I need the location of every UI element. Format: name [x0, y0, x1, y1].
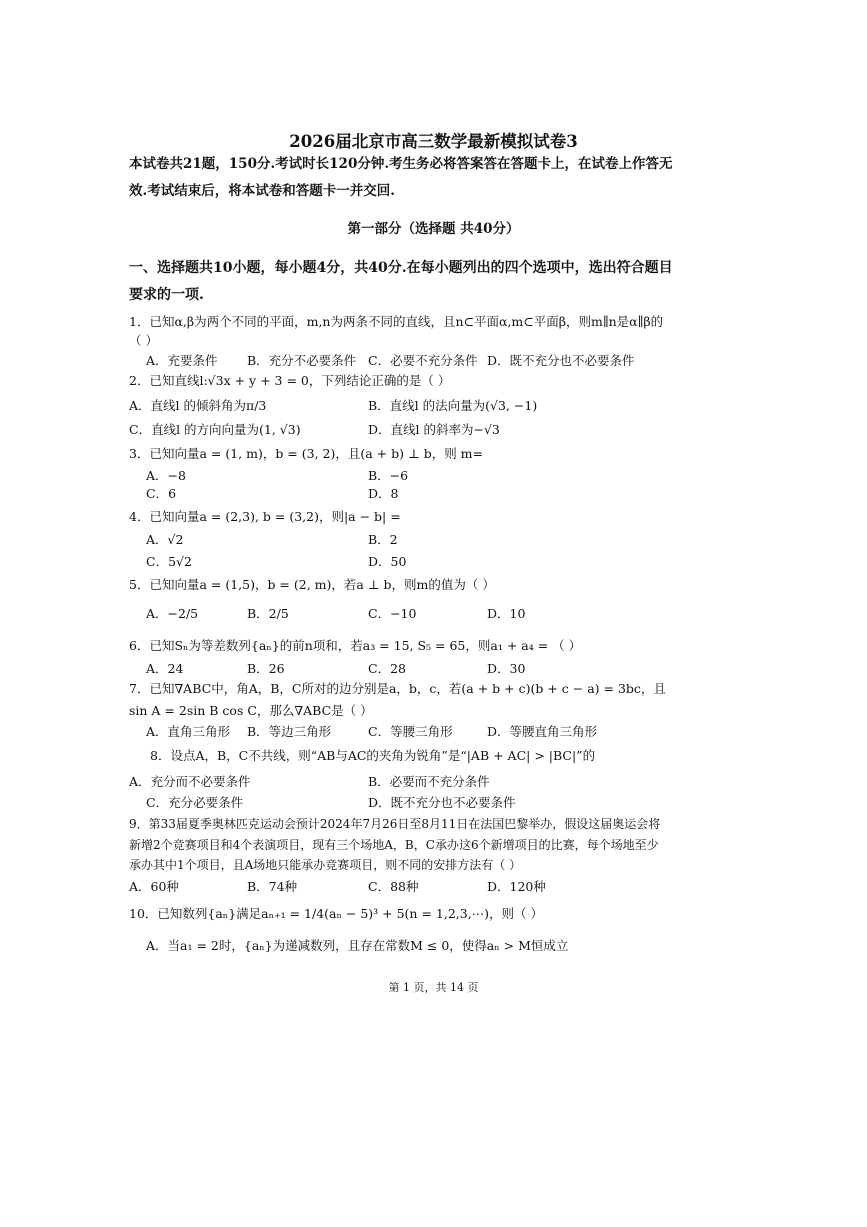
part-one-heading: 第一部分（选择题 共40分） [347, 221, 520, 237]
q6-option-d: D．30 [487, 661, 526, 676]
q3-option-b: B．−6 [368, 468, 409, 483]
q7-stem-2: sin A = 2sin B cos C，那么∇ABC是（ ） [129, 703, 373, 718]
q5-option-d: D．10 [487, 606, 526, 621]
q6-option-a: A．24 [146, 661, 184, 676]
q5-option-a: A．−2/5 [146, 606, 199, 621]
q1-paren: （ ） [129, 333, 158, 348]
q8-stem: 8．设点A，B，C不共线，则“AB与AC的夹角为锐角”是“|AB + AC| > |BC|”的 [150, 748, 596, 763]
q2-option-a: A．直线l 的倾斜角为π/3 [129, 398, 267, 413]
q3-stem: 3．已知向量a = (1, m)，b = (3, 2)，且(a + b) ⊥ b，则 m= [129, 446, 483, 461]
section-one-line-2: 要求的一项. [129, 287, 204, 303]
q5-option-c: C．−10 [368, 606, 417, 621]
q8-option-a: A．充分而不必要条件 [129, 774, 251, 789]
q1-option-b: B．充分不必要条件 [247, 353, 357, 368]
q1-option-d: D．既不充分也不必要条件 [487, 353, 635, 368]
q9-stem-3: 承办其中1个项目，且A场地只能承办竞赛项目，则不同的安排方法有（ ） [129, 858, 522, 872]
q4-option-d: D．50 [368, 554, 407, 569]
q10-option-a: A．当a₁ = 2时，{aₙ}为递减数列，且存在常数M ≤ 0，使得aₙ > M恒成立 [146, 938, 569, 953]
q7-option-d: D．等腰直角三角形 [487, 724, 598, 739]
intro-line-2: 效.考试结束后，将本试卷和答题卡一并交回. [129, 183, 395, 199]
q4-option-c: C．5√2 [146, 554, 192, 569]
q1-stem: 1．已知α,β为两个不同的平面，m,n为两条不同的直线，且n⊂平面α,m⊂平面β，则m∥n是α∥β的 [129, 314, 664, 329]
q1-option-c: C．必要不充分条件 [368, 353, 478, 368]
q9-option-c: C．88种 [368, 879, 419, 894]
q2-option-b: B．直线l 的法向量为(√3, −1) [368, 398, 538, 413]
q7-stem: 7．已知∇ABC中，角A，B，C所对的边分别是a，b，c，若(a + b + c)(b + c − a) = 3bc，且 [129, 681, 666, 696]
q6-stem: 6．已知Sₙ为等差数列{aₙ}的前n项和，若a₃ = 15, S₅ = 65，则a₁ + a₄ = （ ） [129, 638, 582, 653]
paper-title: 2026届北京市高三数学最新模拟试卷3 [289, 132, 578, 151]
q6-option-b: B．26 [247, 661, 285, 676]
q5-stem: 5．已知向量a = (1,5)，b = (2, m)，若a ⊥ b，则m的值为（ ） [129, 577, 495, 592]
q6-option-c: C．28 [368, 661, 406, 676]
q3-option-d: D．8 [368, 486, 399, 501]
q4-option-a: A．√2 [146, 532, 184, 547]
q9-option-b: B．74种 [247, 879, 298, 894]
intro-line-1: 本试卷共21题，150分.考试时长120分钟.考生务必将答案答在答题卡上，在试卷上作答无 [129, 156, 673, 172]
section-one-line-1: 一、选择题共10小题，每小题4分，共40分.在每小题列出的四个选项中，选出符合题目 [129, 260, 673, 276]
q10-stem: 10．已知数列{aₙ}满足aₙ₊₁ = 1/4(aₙ − 5)³ + 5(n = 1,2,3,⋯)，则（ ） [129, 906, 544, 921]
q8-option-c: C．充分必要条件 [146, 795, 244, 810]
q9-stem-1: 9．第33届夏季奥林匹克运动会预计2024年7月26日至8月11日在法国巴黎举办，假设这届奥运会将 [129, 817, 661, 831]
q7-option-b: B．等边三角形 [247, 724, 332, 739]
q5-option-b: B．2/5 [247, 606, 289, 621]
q2-option-c: C．直线l 的方向向量为(1, √3) [129, 422, 301, 437]
q3-option-c: C．6 [146, 486, 177, 501]
q7-option-a: A．直角三角形 [146, 724, 231, 739]
q9-option-d: D．120种 [487, 879, 546, 894]
q4-stem: 4．已知向量a = (2,3), b = (3,2)，则|a − b| = [129, 509, 401, 524]
q9-stem-2: 新增2个竞赛项目和4个表演项目，现有三个场地A，B，C承办这6个新增项目的比赛，每个场地至少 [129, 838, 659, 852]
q3-option-a: A．−8 [146, 468, 186, 483]
q7-option-c: C．等腰三角形 [368, 724, 453, 739]
q2-option-d: D．直线l 的斜率为−√3 [368, 422, 500, 437]
q4-option-b: B．2 [368, 532, 398, 547]
q9-option-a: A．60种 [129, 879, 179, 894]
q2-stem: 2．已知直线l:√3x + y + 3 = 0，下列结论正确的是（ ） [129, 373, 451, 388]
q8-option-d: D．既不充分也不必要条件 [368, 795, 516, 810]
q8-option-b: B．必要而不充分条件 [368, 774, 490, 789]
q1-option-a: A．充要条件 [146, 353, 218, 368]
page-footer: 第 1 页，共 14 页 [388, 981, 479, 994]
